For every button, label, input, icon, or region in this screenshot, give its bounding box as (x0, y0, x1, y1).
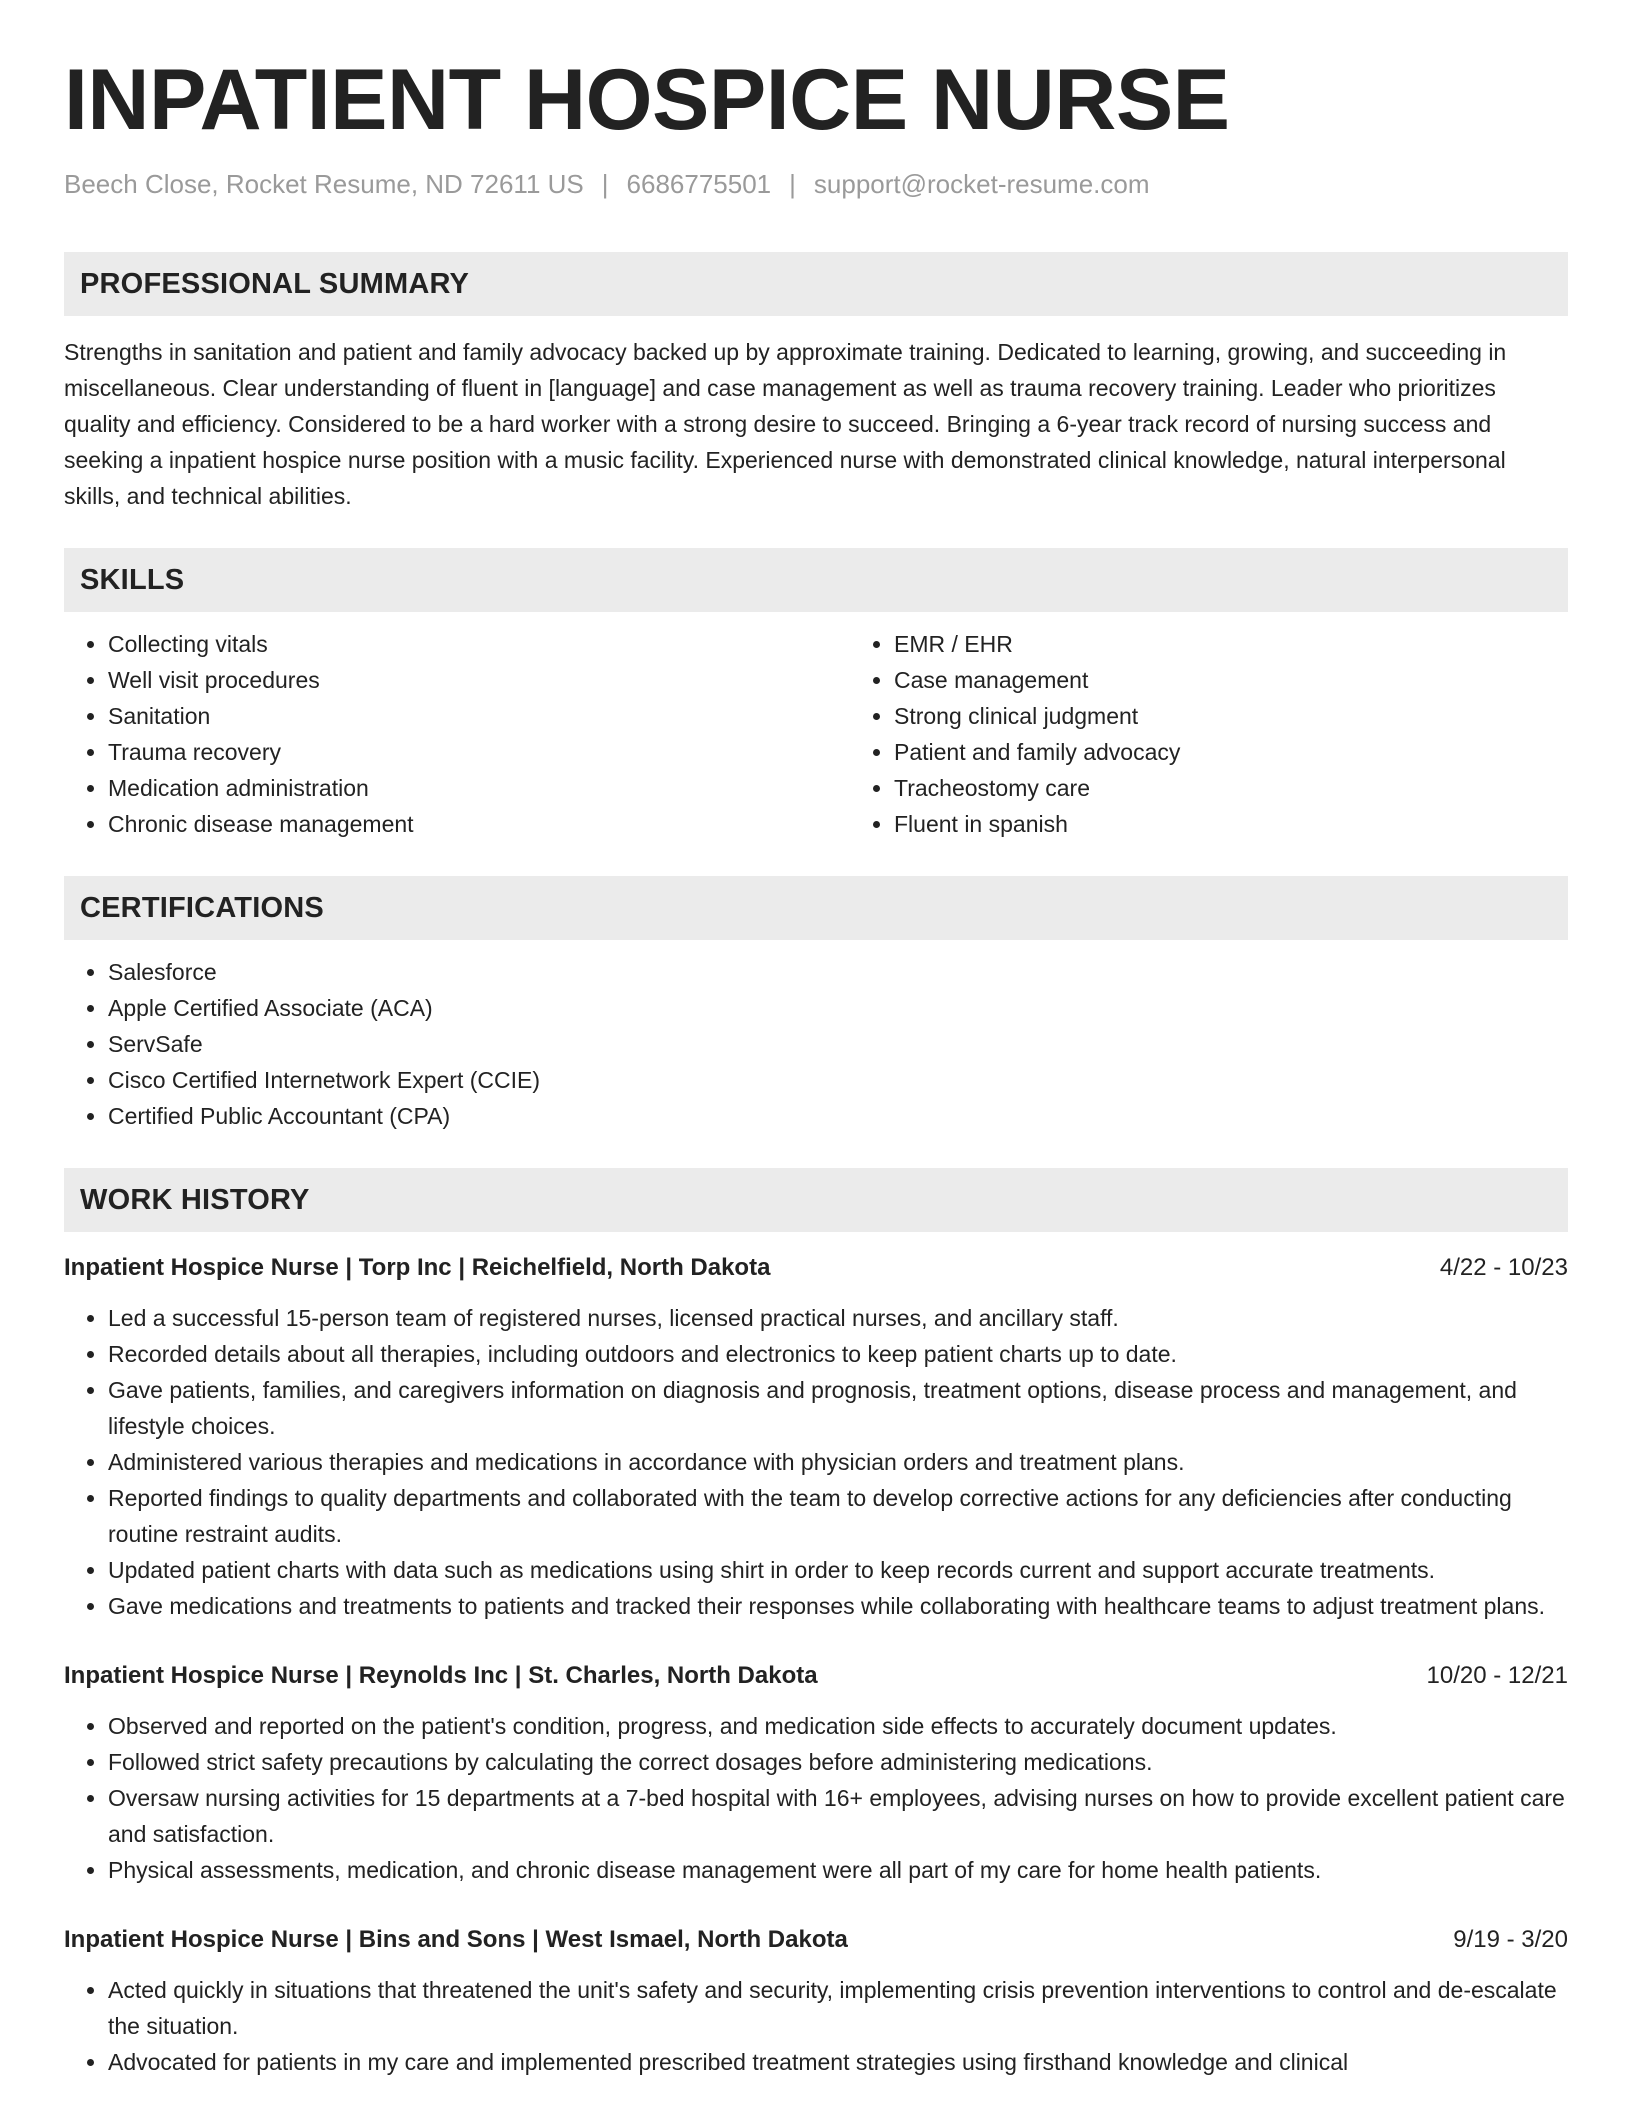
section-header-certifications: CERTIFICATIONS (64, 876, 1568, 940)
job-dates: 10/20 - 12/21 (1426, 1662, 1568, 1690)
job-bullet: • Recorded details about all therapies, including outdoors and electronics to keep patient charts up to date. (108, 1336, 1568, 1372)
job-bullets (64, 1708, 1568, 1888)
job-bullet: • Advocated for patients in my care and implemented prescribed treatment strategies using firsthand knowledge and clinical (108, 2044, 1568, 2080)
job-bullet: • Followed strict safety precautions by calculating the correct dosages before administering medications. (108, 1744, 1568, 1780)
job-bullet: • Updated patient charts with data such as medications using shirt in order to keep records current and support accurate treatments. (108, 1552, 1568, 1588)
summary-text: Strengths in sanitation and patient and family advocacy backed up by approximate training. Dedicated to learning, growing, and succeeding in miscellaneous. Clear understanding of fluent in [language] and case management as well as trauma recovery training. Leader who prioritizes quality and efficiency. Considered to be a hard worker with a strong desire to succeed. Bringing a 6-year track record of nursing success and seeking a inpatient hospice nurse position with a music facility. Experienced nurse with demonstrated clinical knowledge, natural interpersonal skills, and technical abilities. (64, 339, 1507, 510)
job-bullet: • Physical assessments, medication, and chronic disease management were all part of my care for home health patients. (108, 1852, 1568, 1888)
job-bullet: • Oversaw nursing activities for 15 departments at a 7-bed hospital with 16+ employees, advising nurses on how to provide excellent patient care and satisfaction. (108, 1780, 1568, 1852)
job-bullet: • Reported findings to quality departments and collaborated with the team to develop corrective actions for any deficiencies after conducting routine restraint audits. (108, 1480, 1568, 1552)
job-bullet: • Acted quickly in situations that threatened the unit's safety and security, implementing crisis prevention interventions to control and de-escalate the situation. (108, 1972, 1568, 2044)
job-dates: 9/19 - 3/20 (1453, 1926, 1568, 1954)
contact-separator: | (789, 169, 796, 200)
section-header-summary: PROFESSIONAL SUMMARY (64, 252, 1568, 316)
job-header (64, 1658, 1568, 1694)
job-bullet: • Led a successful 15-person team of registered nurses, licensed practical nurses, and ancillary staff. (108, 1300, 1568, 1336)
certification-item: • Salesforce (108, 954, 1568, 990)
skill-item: • Case management (894, 662, 1632, 698)
skill-item: • Strong clinical judgment (894, 698, 1632, 734)
job-dates: 4/22 - 10/23 (1439, 1254, 1568, 1282)
job-bullet: • Observed and reported on the patient's condition, progress, and medication side effects to accurately document updates. (108, 1708, 1568, 1744)
skill-item: • Fluent in spanish (894, 806, 1632, 842)
section-header-work-history: WORK HISTORY (64, 1168, 1568, 1232)
job-bullet: • Gave medications and treatments to patients and tracked their responses while collaborating with healthcare teams to adjust treatment plans. (108, 1588, 1568, 1624)
skill-item: • Well visit procedures (108, 662, 850, 698)
contact-address: Beech Close, Rocket Resume, ND 72611 US (64, 169, 584, 200)
certification-item: • ServSafe (108, 1026, 1568, 1062)
job-bullet: • Gave patients, families, and caregivers information on diagnosis and prognosis, treatment options, disease process and management, and lifestyle choices. (108, 1372, 1568, 1444)
job-title: Inpatient Hospice Nurse | Bins and Sons | West Ismael, North Dakota (64, 1926, 848, 1954)
skill-item: • Medication administration (108, 770, 850, 806)
job-title: Inpatient Hospice Nurse | Reynolds Inc | St. Charles, North Dakota (64, 1662, 818, 1690)
skill-item: • Patient and family advocacy (894, 734, 1632, 770)
resume-name-title: INPATIENT HOSPICE NURSE (64, 52, 1230, 148)
job-header (64, 1250, 1568, 1286)
skill-item: • Sanitation (108, 698, 850, 734)
section-header-skills: SKILLS (64, 548, 1568, 612)
certification-item: • Apple Certified Associate (ACA) (108, 990, 1568, 1026)
job-header (64, 1922, 1568, 1958)
job-bullets (64, 1300, 1568, 1624)
certifications-list (64, 954, 1568, 1134)
skill-item: • Trauma recovery (108, 734, 850, 770)
resume-page (64, 52, 1568, 2080)
skills-list-right (850, 626, 1632, 842)
skill-item: • Collecting vitals (108, 626, 850, 662)
certification-item: • Certified Public Accountant (CPA) (108, 1098, 1568, 1134)
skill-item: • Tracheostomy care (894, 770, 1632, 806)
job-bullet: • Administered various therapies and medications in accordance with physician orders and treatment plans. (108, 1444, 1568, 1480)
job-bullets (64, 1972, 1568, 2080)
certification-item: • Cisco Certified Internetwork Expert (CCIE) (108, 1062, 1568, 1098)
skill-item: • Chronic disease management (108, 806, 850, 842)
skills-list-left (64, 626, 850, 842)
job-title: Inpatient Hospice Nurse | Torp Inc | Reichelfield, North Dakota (64, 1254, 771, 1282)
contact-phone: 6686775501 (626, 169, 772, 200)
skill-item: • EMR / EHR (894, 626, 1632, 662)
skills-columns (64, 612, 1568, 842)
contact-line (64, 168, 1568, 202)
contact-email: support@rocket-resume.com (813, 169, 1150, 200)
contact-separator: | (601, 169, 609, 200)
